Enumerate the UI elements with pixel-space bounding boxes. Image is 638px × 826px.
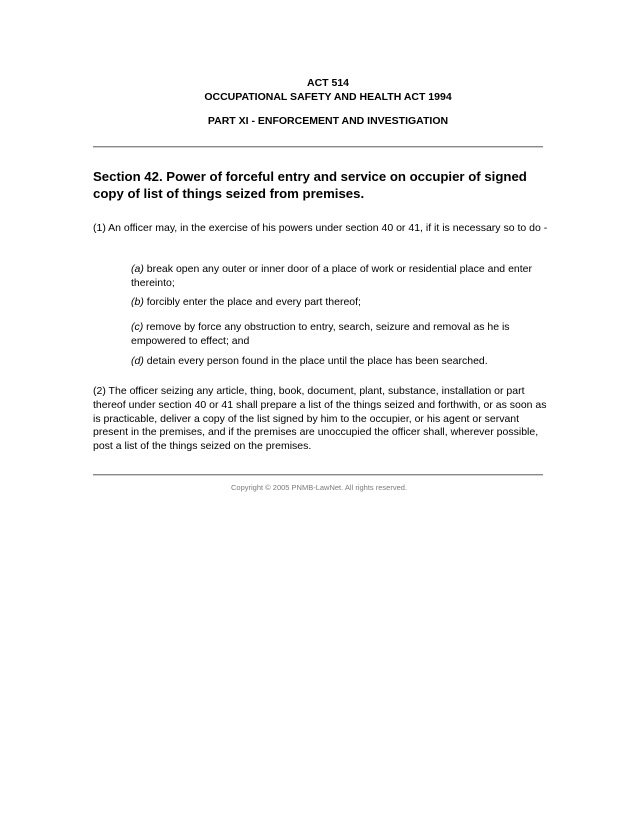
- list-item-b: [131, 296, 546, 310]
- bottom-divider: [93, 474, 543, 476]
- part-title: PART XI - ENFORCEMENT AND INVESTIGATION: [207, 115, 449, 127]
- item-label-c: (c): [131, 321, 144, 333]
- item-label-b: (b): [131, 296, 144, 308]
- copyright-notice: Copyright © 2005 PNMB-LawNet. All rights reserved.: [230, 483, 407, 492]
- subsection-1: (1) An officer may, in the exercise of his powers under section 40 or 41, if it is necessary so to do -: [93, 222, 548, 234]
- top-divider: [93, 146, 543, 148]
- item-label-d: (d): [131, 355, 144, 367]
- act-number: ACT 514: [306, 77, 349, 89]
- section-heading: Section 42. Power of forceful entry and service on occupier of signed copy of list of things seized from premises.: [93, 169, 527, 201]
- item-text-d: detain every person found in the place until the place has been searched.: [143, 355, 488, 367]
- item-text-b: forcibly enter the place and every part thereof;: [143, 296, 361, 308]
- list-item-c: [131, 321, 546, 349]
- list-item-a: [131, 263, 546, 291]
- item-text-c: remove by force any obstruction to entry, search, seizure and removal as he is empowered to effect; and: [131, 321, 510, 347]
- list-item-d: [131, 355, 546, 369]
- item-text-a: break open any outer or inner door of a place of work or residential place and enter thereinto;: [131, 263, 532, 289]
- item-label-a: (a): [131, 263, 144, 275]
- subsection-2: (2) The officer seizing any article, thing, book, document, plant, substance, installation or part thereof under section 40 or 41 shall prepare a list of the things seized and forthwith, or as soon as is practicable, deliver a copy of the list signed by him to the occupier, or his agent or servant present in the premises, and if the premises are unoccupied the officer shall, wherever possible, post a list of the things seized on the premises.: [93, 385, 547, 453]
- act-title: OCCUPATIONAL SAFETY AND HEALTH ACT 1994: [204, 91, 452, 103]
